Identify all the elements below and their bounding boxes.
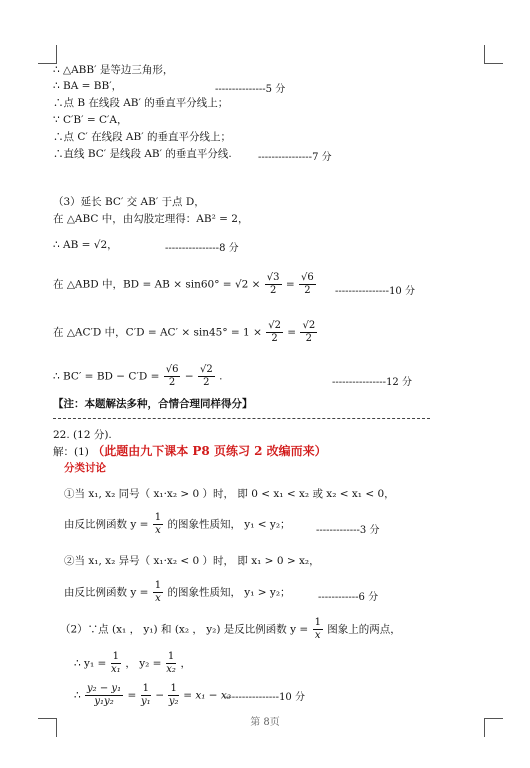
numerator: 1 <box>154 512 162 523</box>
fraction <box>266 320 283 345</box>
case-1: ①当 x₁, x₂ 同号（ x₁·x₂ > 0 ）时， 即 0 < x₁ < x₂ 或 x₂ < x₁ < 0， <box>64 488 395 500</box>
score-7: ----------------7 分 <box>258 152 332 163</box>
bc-equation-text: ∴ BC′ = BD − C′D = <box>53 370 160 383</box>
fraction <box>164 364 181 389</box>
y-definitions <box>74 651 191 676</box>
numerator: √3 <box>266 272 280 283</box>
y2-label: ， y₂ = <box>125 657 162 670</box>
numerator: y₂ − y₁ <box>87 683 122 694</box>
fraction <box>300 320 317 345</box>
score-12: ----------------12 分 <box>332 377 412 388</box>
numerator: 1 <box>167 651 175 662</box>
proof-line-6: ∴直线 BC′ 是线段 AB′ 的垂直平分线. <box>53 148 232 160</box>
score-8: ----------------8 分 <box>165 243 239 254</box>
fraction <box>111 651 121 676</box>
page-number: 第 8页 <box>250 717 280 728</box>
part2-text: （2）∵点 (x₁ ， y₁) 和 (x₂ ， y₂) 是反比例函数 y = <box>60 623 309 636</box>
score-5: ---------------5 分 <box>215 84 286 95</box>
equals-sign: = <box>285 278 295 291</box>
equals-sign: = <box>127 689 137 702</box>
proof-line-4: ∵ C′B′ = C′A， <box>53 114 128 126</box>
denominator: 2 <box>271 333 278 344</box>
numerator: 1 <box>112 651 120 662</box>
score-10a: ----------------10 分 <box>335 286 415 297</box>
denominator: 2 <box>305 333 312 344</box>
denominator: y₂ <box>168 696 179 707</box>
numerator: 1 <box>170 683 177 694</box>
fraction <box>153 580 163 605</box>
denominator: 2 <box>304 285 311 296</box>
score-10b: ----------------10 分 <box>225 692 305 703</box>
therefore-sign: ∴ <box>74 689 81 702</box>
fraction <box>85 683 123 708</box>
denominator: x <box>155 525 161 536</box>
cd-equation <box>53 320 318 345</box>
final-equation <box>74 683 231 708</box>
period: . <box>219 370 223 383</box>
part3-line-1: （3）延长 BC′ 交 AB′ 于点 D， <box>53 196 205 208</box>
case-1-conclusion <box>64 512 291 537</box>
proof-line-2: ∴ BA = BB′， <box>53 80 123 92</box>
source-note: （此题由九下课本 P8 页练习 2 改编而来） <box>92 444 327 458</box>
denominator: x <box>314 630 321 641</box>
fraction <box>265 272 282 297</box>
proof-line-1: ∴ △ABB′ 是等边三角形， <box>53 64 174 76</box>
score-3: -------------3 分 <box>316 525 380 536</box>
part3-line-3: ∴ AB = √2， <box>53 239 118 251</box>
crop-mark-top-right <box>484 45 503 64</box>
final-result: = x₁ − x₂ <box>183 689 232 702</box>
section-divider <box>53 418 430 419</box>
denominator: y₁y₂ <box>94 696 114 707</box>
bd-equation-text: 在 △ABD 中，BD = AB × sin60° = √2 × <box>53 278 261 291</box>
bd-equation <box>53 272 317 297</box>
denominator: x₁ <box>111 664 121 675</box>
fraction <box>168 683 178 708</box>
case-2: ②当 x₁, x₂ 异号（ x₁·x₂ < 0 ）时， 即 x₁ > 0 > x₂， <box>64 555 320 567</box>
denominator: x₂ <box>166 664 176 675</box>
proof-line-3: ∴点 B 在线段 AB′ 的垂直平分线上； <box>53 97 229 109</box>
y1-label: ∴ y₁ = <box>74 657 107 670</box>
solution-label: 解：(1) <box>53 446 89 458</box>
denominator: 2 <box>168 377 176 388</box>
bc-equation <box>53 364 222 389</box>
fraction <box>313 617 323 642</box>
case-2-conclusion <box>64 580 291 605</box>
case-1-text: 由反比例函数 y = <box>64 518 149 531</box>
case-2-result: 的图象性质知， y₁ > y₂； <box>167 586 291 599</box>
numerator: 1 <box>142 683 149 694</box>
cd-equation-text: 在 △AC′D 中，C′D = AC′ × sin45° = 1 × <box>53 326 262 339</box>
crop-mark-top-left <box>38 45 57 64</box>
fraction <box>141 683 151 708</box>
fraction <box>166 651 176 676</box>
question-22-heading: 22. (12 分). <box>53 429 112 441</box>
numerator: √2 <box>302 320 316 331</box>
proof-line-5: ∴点 C′ 在线段 AB′ 的垂直平分线上； <box>53 131 231 143</box>
case-analysis-label: 分类讨论 <box>64 462 106 474</box>
case-2-text: 由反比例函数 y = <box>64 586 149 599</box>
denominator: y₁ <box>140 696 151 707</box>
numerator: √2 <box>199 364 213 375</box>
numerator: √2 <box>268 320 281 331</box>
part2-intro <box>60 617 401 642</box>
minus-sign: − <box>155 689 165 702</box>
numerator: 1 <box>314 617 321 628</box>
part2-text-end: 图象上的两点， <box>327 623 401 636</box>
denominator: 2 <box>203 377 210 388</box>
case-1-result: 的图象性质知， y₁ < y₂； <box>167 518 291 531</box>
denominator: x <box>155 593 161 604</box>
score-6: ------------6 分 <box>318 592 379 603</box>
equals-sign: = <box>287 326 297 339</box>
part3-line-2: 在 △ABC 中，由勾股定理得：AB² = 2， <box>53 213 249 225</box>
fraction <box>198 364 215 389</box>
comma: ， <box>180 657 192 670</box>
fraction <box>299 272 316 297</box>
denominator: 2 <box>269 285 277 296</box>
numerator: √6 <box>301 272 314 283</box>
solution-intro <box>53 444 327 459</box>
fraction <box>153 512 163 537</box>
numerator: √6 <box>165 364 179 375</box>
minus-sign: − <box>184 370 194 383</box>
numerator: 1 <box>154 580 162 591</box>
note: 【注：本题解法多种，合情合理同样得分】 <box>53 398 253 410</box>
